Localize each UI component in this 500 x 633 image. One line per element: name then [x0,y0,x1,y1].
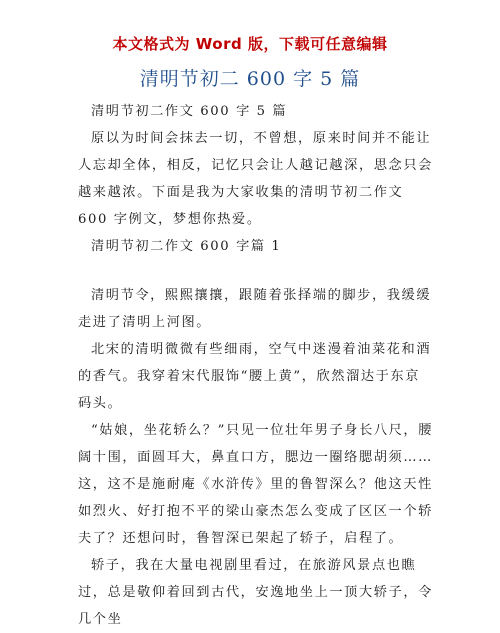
essay-heading: 清明节初二作文 600 字篇 1 [91,239,282,254]
intro-paragraph: 原以为时间会抹去一切，不曾想，原来时间并不能让人忘却全体，相反，记忆只会让人越记越深，思念只会越来越浓。下面是我为大家收集的清明节初二作文 600 字例文，梦想你热爱。 [78,131,433,227]
paragraph: 北宋的清明微微有些细雨，空气中迷漫着油菜花和酒的香气。我穿着宋代服饰“腰上黄”，欣然溜达于东京码头。 [78,342,432,411]
paragraph: 轿子，我在大量电视剧里看过，在旅游风景点也瞧过，总是敬仰着回到古代，安逸地坐上一顶大轿子，令几个坐 [78,558,433,627]
edit-notice-banner: 本文格式为 Word 版，下载可任意编辑 [112,35,388,53]
document-title: 清明节初二 600 字 5 篇 [139,68,361,90]
document-body [78,98,433,633]
subtitle-line: 清明节初二作文 600 字 5 篇 [91,104,288,119]
paragraph-gap [78,260,433,282]
paragraph: 清明节令，熙熙攘攘，跟随着张择端的脚步，我缓缓走进了清明上河图。 [78,288,432,330]
paragraph: “姑娘，坐花轿么？”只见一位壮年男子身长八尺，腰阔十围，面圆耳大，鼻直口方，腮边一圈络腮胡须……这，这不是施耐庵《水浒传》里的鲁智深么？他这天性如烈火、好打抱不平的梁山豪杰怎么变成了区区一个轿夫了？还想问时，鲁智深已架起了轿子，启程了。 [78,423,434,546]
